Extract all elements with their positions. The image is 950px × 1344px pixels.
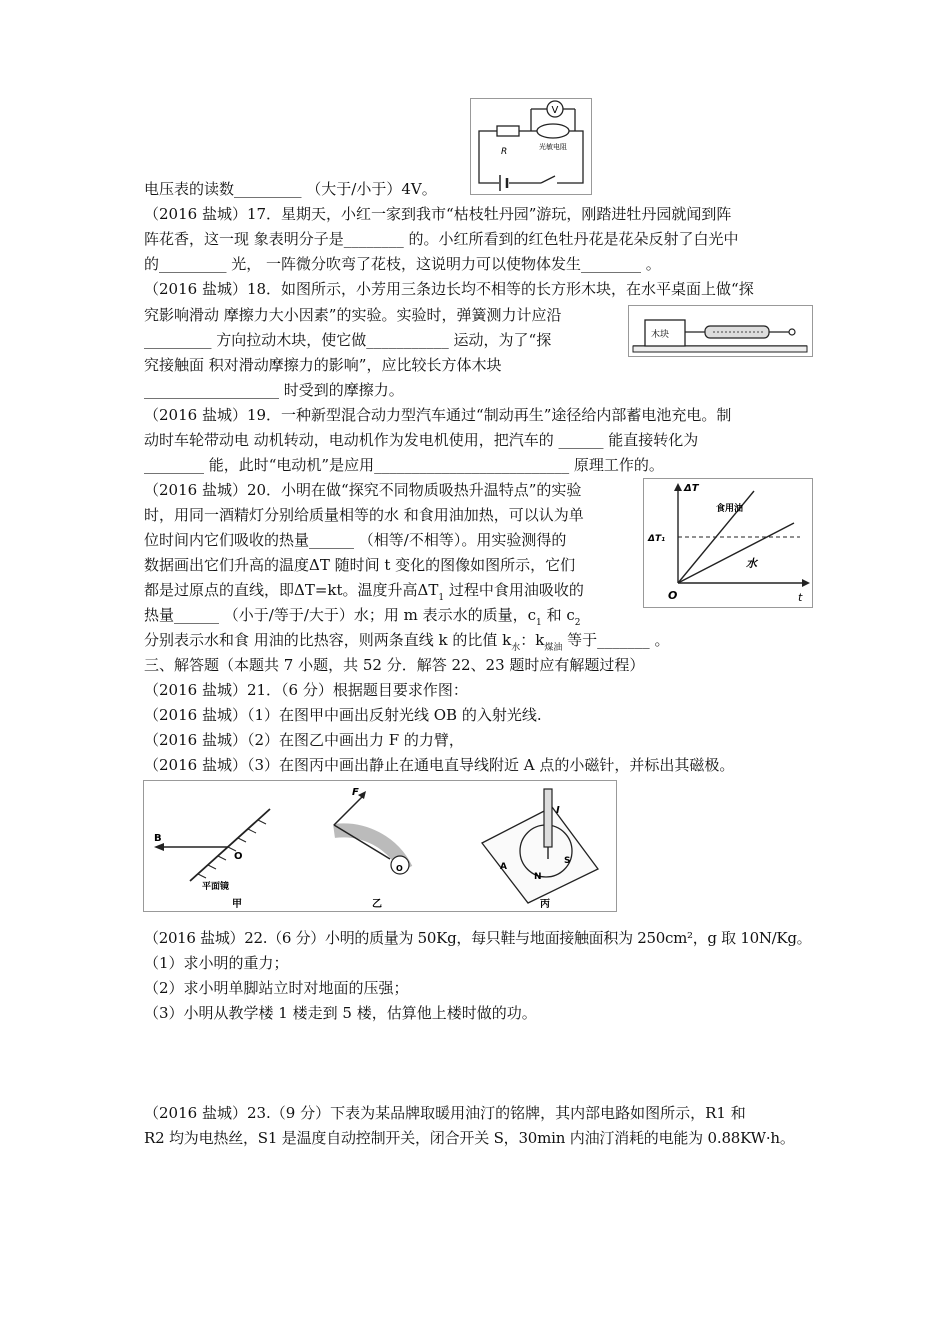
- fig-bing-label: 丙: [540, 899, 550, 910]
- water-label: 水: [746, 557, 757, 570]
- sub-c1: 1: [536, 618, 542, 628]
- sensor-label: 光敏电阻: [539, 143, 567, 151]
- ray-b-label: B: [154, 833, 162, 844]
- line-q17-b: 阵花香，这一现 象表明分子是________ 的。小红所看到的红色牡丹花是花朵反射了白光中: [144, 230, 739, 248]
- line-voltmeter: 电压表的读数_________ （大于/小于）4V。: [144, 180, 437, 198]
- line-q18-b: 究影响滑动 摩擦力大小因素”的实验。实验时，弹簧测力计应沿: [144, 306, 562, 324]
- line-q23-b: R2 均为电热丝，S1 是温度自动控制开关，闭合开关 S，30min 内油汀消耗的电能为 0.88KW·h。: [144, 1129, 795, 1147]
- pole-s-label: S: [564, 856, 571, 866]
- graph-dt1-label: ΔT₁: [648, 534, 666, 544]
- q20-f-text: 热量______ （小于/等于/大于）水；用 m 表示水的质量，c: [144, 606, 537, 624]
- line-q18-e: __________________ 时受到的摩擦力。: [144, 381, 404, 399]
- q20-e-text: 都是过原点的直线，即ΔT=kt。温度升高ΔT: [144, 581, 439, 599]
- time-label: t: [798, 591, 803, 604]
- line-section-3: 三、解答题（本题共 7 小题，共 52 分．解答 22、23 题时应有解题过程）: [144, 656, 645, 674]
- friction-svg: [629, 306, 812, 356]
- line-q21: （2016 盐城）21．（6 分）根据题目要求作图：: [144, 681, 468, 699]
- q20-g-text2: ：k: [520, 631, 545, 649]
- line-q20-b: 时，用同一酒精灯分别给质量相等的水 和食用油加热，可以认为单: [144, 506, 584, 524]
- drawing-diagrams: [143, 780, 617, 912]
- line-q22: （2016 盐城）22.（6 分）小明的质量为 50Kg，每只鞋与地面接触面积为 250cm²，g 取 10N/Kg。: [144, 929, 812, 947]
- line-q20-g: [144, 629, 669, 654]
- circuit-svg: [471, 99, 591, 194]
- sub-kw: 水: [511, 643, 521, 653]
- q20-e-text2: 过程中食用油吸收的: [448, 581, 584, 599]
- line-q21-2: （2016 盐城）（2）在图乙中画出力 F 的力臂，: [144, 731, 464, 749]
- line-q19-c: ________ 能，此时“电动机”是应用__________________________ 原理工作的。: [144, 456, 664, 474]
- line-q20-d: 数据画出它们升高的温度ΔT 随时间 t 变化的图像如图所示，它们: [144, 556, 576, 574]
- fig-jia-label: 甲: [232, 899, 242, 910]
- line-q17-c: 的_________ 光， 一阵微分吹弯了花枝，这说明力可以使物体发生________ 。: [144, 255, 661, 273]
- line-q20-f: [144, 604, 580, 629]
- graph-y-label: ΔT: [684, 483, 699, 494]
- q20-f-text2: 和 c: [546, 606, 575, 624]
- line-q23-a: （2016 盐城）23.（9 分）下表为某品牌取暖用油汀的铭牌，其内部电路如图所示，R1 和: [144, 1104, 746, 1122]
- temperature-graph: [643, 478, 813, 608]
- line-q22-1: （1）求小明的重力；: [144, 954, 289, 972]
- pivot-o-label: O: [396, 864, 403, 873]
- q20-g-text3: 等于_______ 。: [567, 631, 670, 649]
- line-q20-e: [144, 579, 584, 604]
- pole-n-label: N: [534, 872, 542, 882]
- diagrams-svg: [144, 781, 616, 911]
- line-q18-a: （2016 盐城）18．如图所示，小芳用三条边长均不相等的长方形木块，在水平桌面上做“探: [144, 280, 754, 298]
- sub-ko: 煤油: [544, 643, 563, 653]
- line-q20-a: （2016 盐城）20．小明在做“探究不同物质吸热升温特点”的实验: [144, 481, 582, 499]
- line-q21-1: （2016 盐城）（1）在图甲中画出反射光线 OB 的入射光线.: [144, 706, 542, 724]
- friction-figure: [628, 305, 813, 357]
- point-o-label: O: [234, 851, 243, 862]
- line-q22-2: （2）求小明单脚站立时对地面的压强；: [144, 979, 409, 997]
- line-q17-a: （2016 盐城）17．星期天，小红一家到我市“枯枝牡丹园”游玩，刚踏进牡丹园就闻到阵: [144, 205, 732, 223]
- circuit-figure: [470, 98, 592, 195]
- line-q18-d: 究接触面 积对滑动摩擦力的影响”，应比较长方体木块: [144, 356, 502, 374]
- current-i-label: I: [556, 805, 560, 816]
- line-q18-c: _________ 方向拉动木块，使它做___________ 运动，为了“探: [144, 331, 552, 349]
- point-a-label: A: [500, 862, 507, 872]
- force-f-label: F: [352, 787, 359, 798]
- line-q22-3: （3）小明从教学楼 1 楼走到 5 楼，估算他上楼时做的功。: [144, 1004, 537, 1022]
- q20-g-text: 分别表示水和食 用油的比热容，则两条直线 k 的比值 k: [144, 631, 512, 649]
- line-q19-a: （2016 盐城）19．一种新型混合动力型汽车通过“制动再生”途径给内部蓄电池充电。制: [144, 406, 732, 424]
- sub-t1: 1: [438, 593, 445, 603]
- mirror-label: 平面镜: [202, 882, 230, 892]
- voltmeter-label: V: [551, 105, 559, 116]
- resistor-label: R: [501, 147, 508, 157]
- fig-yi-label: 乙: [372, 899, 382, 910]
- line-q19-b: 动时车轮带动电 动机转动，电动机作为发电机使用，把汽车的 ______ 能直接转化为: [144, 431, 699, 449]
- sub-c2: 2: [574, 618, 581, 628]
- line-q20-c: 位时间内它们吸收的热量______ （相等/不相等）。用实验测得的: [144, 531, 567, 549]
- oil-label: 食用油: [716, 504, 744, 514]
- graph-svg: [644, 479, 812, 607]
- origin-label: O: [668, 589, 678, 602]
- line-q21-3: （2016 盐城）（3）在图丙中画出静止在通电直导线附近 A 点的小磁针，并标出其磁极。: [144, 756, 735, 774]
- block-label: 木块: [651, 330, 670, 340]
